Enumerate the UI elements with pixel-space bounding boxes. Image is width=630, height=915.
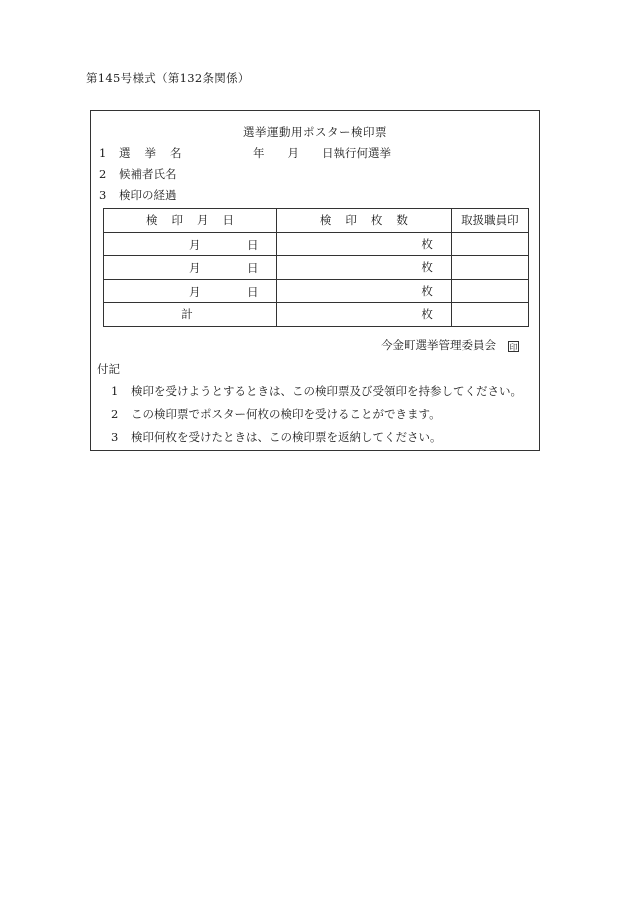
table-total-row <box>104 303 529 327</box>
count-cell[interactable]: 枚 <box>277 279 452 303</box>
date-cell[interactable] <box>104 279 277 303</box>
staff-seal-cell[interactable] <box>451 232 528 256</box>
date-cell[interactable] <box>104 232 277 256</box>
header-staff-seal: 取扱職員印 <box>451 209 528 233</box>
date-cell[interactable] <box>104 256 277 280</box>
note-text: 検印を受けようとするときは、この検印票及び受領印を持参してください。 <box>131 384 522 398</box>
day-label: 日 <box>247 261 259 275</box>
header-stamp-count: 検印枚数 <box>277 209 452 233</box>
table-row <box>104 232 529 256</box>
header-stamp-date: 検印月日 <box>104 209 277 233</box>
month-label: 月 <box>189 261 201 275</box>
note-item <box>111 383 522 399</box>
note-text: この検印票でポスター何枚の検印を受けることができます。 <box>131 407 441 421</box>
total-count-cell[interactable]: 枚 <box>277 303 452 327</box>
note-number: 1 <box>111 384 119 398</box>
total-seal-cell[interactable] <box>451 303 528 327</box>
item-label: 候補者氏名 <box>119 167 177 181</box>
document-title: 選挙運動用ポスター検印票 <box>243 125 387 139</box>
count-cell[interactable]: 枚 <box>277 232 452 256</box>
note-number: 2 <box>111 407 119 421</box>
table-row <box>104 256 529 280</box>
stamp-slip-frame <box>90 110 540 451</box>
form-number: 第145号様式（第132条関係） <box>86 71 250 85</box>
note-text: 検印何枚を受けたときは、この検印票を返納してください。 <box>131 430 442 444</box>
table-header-row <box>104 209 529 233</box>
note-number: 3 <box>111 430 119 444</box>
month-label: 月 <box>189 237 201 252</box>
item-candidate-name <box>99 166 177 182</box>
stamp-record-table <box>103 208 529 327</box>
notes-heading: 付記 <box>97 362 120 376</box>
day-label: 日 <box>247 237 259 252</box>
item-label: 検印の経過 <box>119 188 177 202</box>
item-number: 3 <box>99 188 107 202</box>
seal-icon: 印 <box>509 343 518 352</box>
day-label: 日 <box>247 284 259 299</box>
committee-signature <box>381 337 519 353</box>
staff-seal-cell[interactable] <box>451 279 528 303</box>
staff-seal-cell[interactable] <box>451 256 528 280</box>
total-label: 計 <box>104 303 277 327</box>
note-item <box>111 429 442 445</box>
item-label: 選挙名 <box>119 146 196 160</box>
item-election-name <box>99 145 196 161</box>
item-number: 2 <box>99 167 107 181</box>
election-date: 年 月 日執行何選挙 <box>253 146 391 160</box>
note-item <box>111 406 441 422</box>
item-stamp-history <box>99 187 177 203</box>
count-cell[interactable]: 枚 <box>277 256 452 280</box>
month-label: 月 <box>189 284 201 299</box>
committee-name: 今金町選挙管理委員会 <box>381 338 496 352</box>
item-number: 1 <box>99 146 107 160</box>
table-row <box>104 279 529 303</box>
